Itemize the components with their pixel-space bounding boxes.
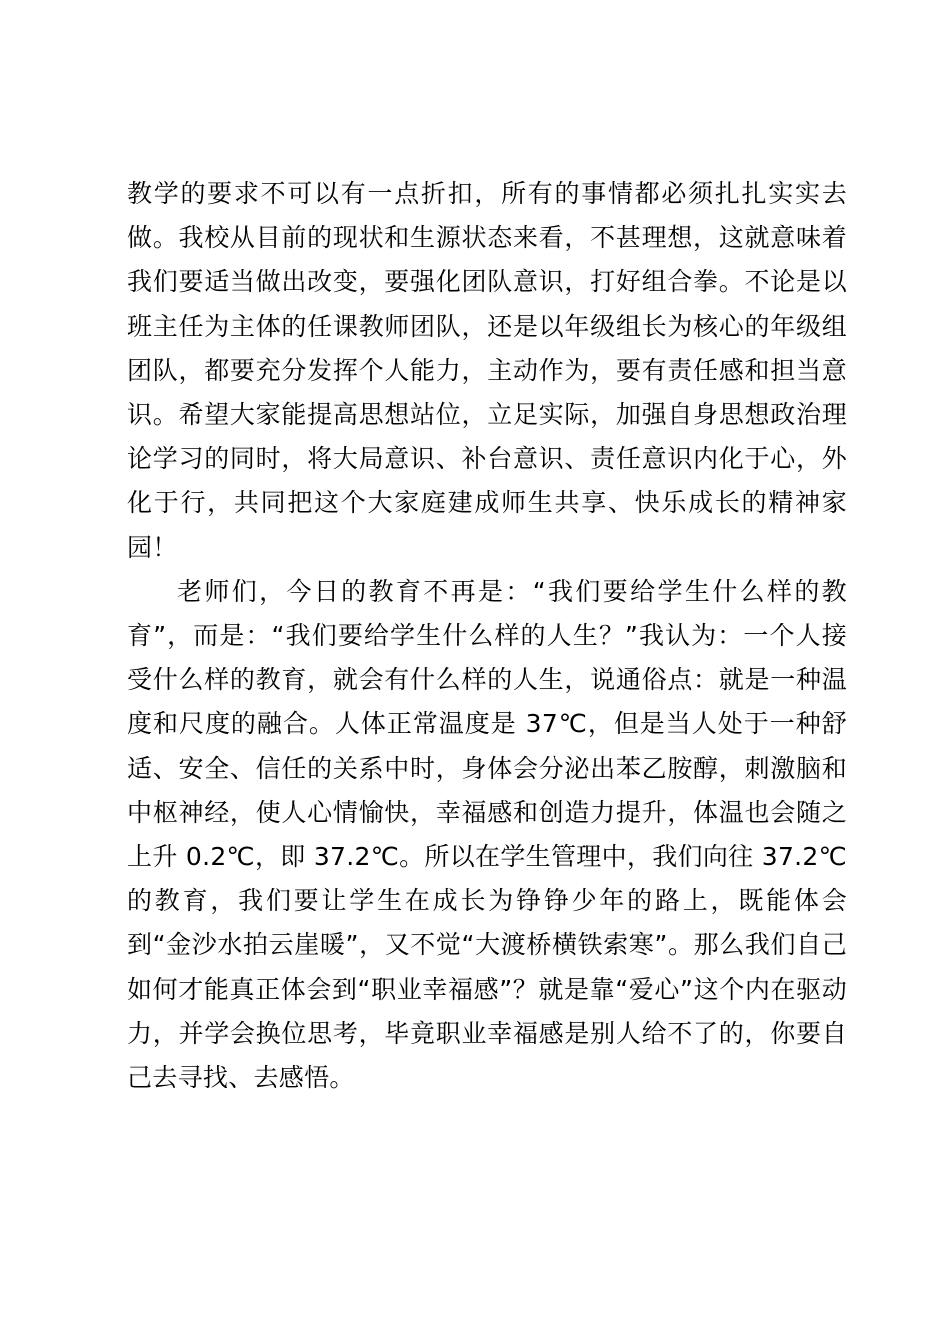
paragraph-2: 老师们，今日的教育不再是：“我们要给学生什么样的教育”，而是：“我们要给学生什么样的人生？”我认为：一个人接受什么样的教育，就会有什么样的人生，说通俗点：就是一种温度和尺度的融合。人体正常温度是 37℃，但是当人处于一种舒适、安全、信任的关系中时，身体会分泌出苯乙胺醇，刺激脑和中枢神经，使人心情愉快，幸福感和创造力提升，体温也会随之上升 0.2℃，即 37.2℃。所以在学生管理中，我们向往 37.2℃的教育，我们要让学生在成长为铮铮少年的路上，既能体会到“金沙水拍云崖暖”，又不觉“大渡桥横铁索寒”。那么我们自己如何才能真正体会到“职业幸福感”？就是靠“爱心”这个内在驱动力，并学会换位思考，毕竟职业幸福感是别人给不了的，你要自己去寻找、去感悟。 xyxy=(127,576,847,1093)
document-body xyxy=(127,172,847,1100)
paragraph-1: 教学的要求不可以有一点折扣，所有的事情都必须扎扎实实去做。我校从目前的现状和生源状态来看，不甚理想，这就意味着我们要适当做出改变，要强化团队意识，打好组合拳。不论是以班主任为主体的任课教师团队，还是以年级组长为核心的年级组团队，都要充分发挥个人能力，主动作为，要有责任感和担当意识。希望大家能提高思想站位，立足实际，加强自身思想政治理论学习的同时，将大局意识、补台意识、责任意识内化于心，外化于行，共同把这个大家庭建成师生共享、快乐成长的精神家园！ xyxy=(127,179,847,562)
